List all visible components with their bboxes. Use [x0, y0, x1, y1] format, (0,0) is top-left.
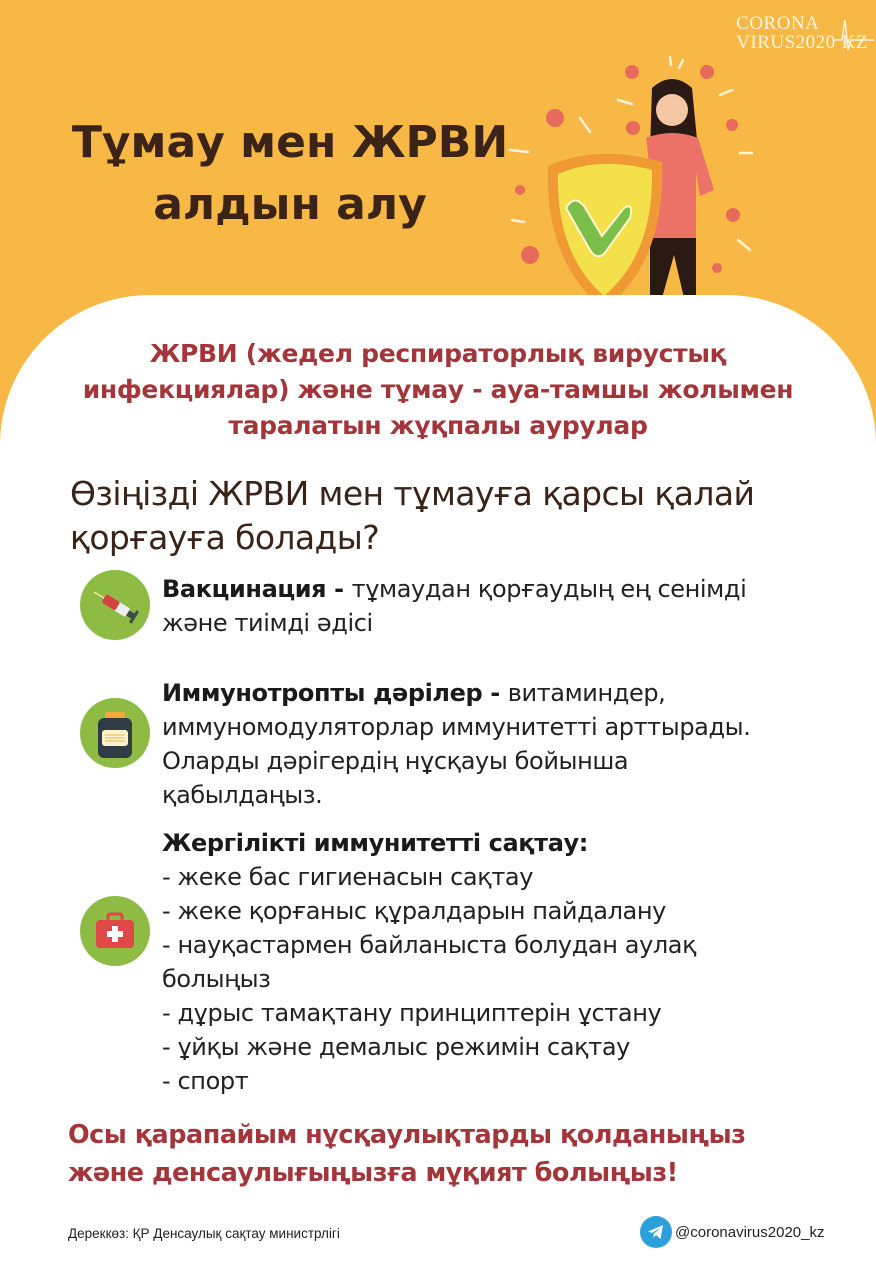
- woman-shield-illustration: [500, 40, 760, 320]
- bullet-item: - ұйқы және демалыс режимін сақтау: [162, 1033, 630, 1061]
- item-text-line: витаминдер,: [507, 679, 666, 707]
- item-title: Вакцинация -: [162, 575, 352, 603]
- intro-text: [60, 336, 816, 444]
- item-text-line: Оларды дәрігердің нұсқауы бойынша: [162, 747, 629, 775]
- bullet-item: - науқастармен байланыста болудан аулақ: [162, 931, 697, 959]
- telegram-handle[interactable]: @coronavirus2020_kz: [675, 1223, 825, 1241]
- list-item-local-immunity: [162, 826, 696, 1098]
- bullet-item: болыңыз: [162, 965, 271, 993]
- intro-line1: ЖРВИ (жедел респираторлық вирустық: [149, 339, 727, 368]
- bullet-item: - спорт: [162, 1067, 249, 1095]
- bullet-item: - дұрыс тамақтану принциптерін ұстану: [162, 999, 662, 1027]
- list-item-vaccination: [162, 572, 746, 640]
- closing-line2: және денсаулығыңызға мұқият болыңыз!: [68, 1158, 678, 1188]
- item-text-line: иммуномодуляторлар иммунитетті арттырады.: [162, 713, 751, 741]
- heartbeat-icon: [834, 16, 874, 56]
- section-heading: [70, 472, 850, 560]
- item-title: Иммунотропты дәрілер -: [162, 679, 508, 707]
- page-title: [60, 112, 520, 236]
- logo-suffix: KZ: [841, 32, 868, 53]
- medicine-jar-icon: [80, 698, 150, 768]
- telegram-link[interactable]: [640, 1216, 824, 1248]
- bullet-item: - жеке бас гигиенасын сақтау: [162, 863, 534, 891]
- closing-message: [68, 1116, 828, 1192]
- intro-line2: инфекциялар) және тұмау - ауа-тамшы жолымен: [82, 375, 794, 404]
- title-line2: алдын алу: [153, 179, 427, 230]
- intro-line3: таралатын жұқпалы аурулар: [228, 411, 648, 440]
- item-text-line: және тиімді әдісі: [162, 609, 373, 637]
- telegram-icon: [640, 1216, 672, 1248]
- syringe-icon: [80, 570, 150, 640]
- heading-line2: қорғауға болады?: [70, 518, 380, 557]
- item-text-line: тұмаудан қорғаудың ең сенімді: [351, 575, 747, 603]
- logo-line1: CORONA: [736, 13, 820, 34]
- source-credit: Дереккөз: ҚР Денсаулық сақтау министрлігі: [68, 1226, 340, 1241]
- item-title: Жергілікті иммунитетті сақтау:: [162, 829, 588, 857]
- logo-line2: VIRUS2020 KZ: [736, 32, 868, 53]
- list-item-immunotropic-drugs: [162, 676, 750, 812]
- item-text-line: қабылдаңыз.: [162, 781, 323, 809]
- bullet-item: - жеке қорғаныс құралдарын пайдалану: [162, 897, 666, 925]
- first-aid-kit-icon: [80, 896, 150, 966]
- title-line1: Тұмау мен ЖРВИ: [71, 117, 509, 168]
- closing-line1: Осы қарапайым нұсқаулықтарды қолданыңыз: [68, 1120, 746, 1150]
- heading-line1: Өзіңізді ЖРВИ мен тұмауға қарсы қалай: [70, 474, 755, 513]
